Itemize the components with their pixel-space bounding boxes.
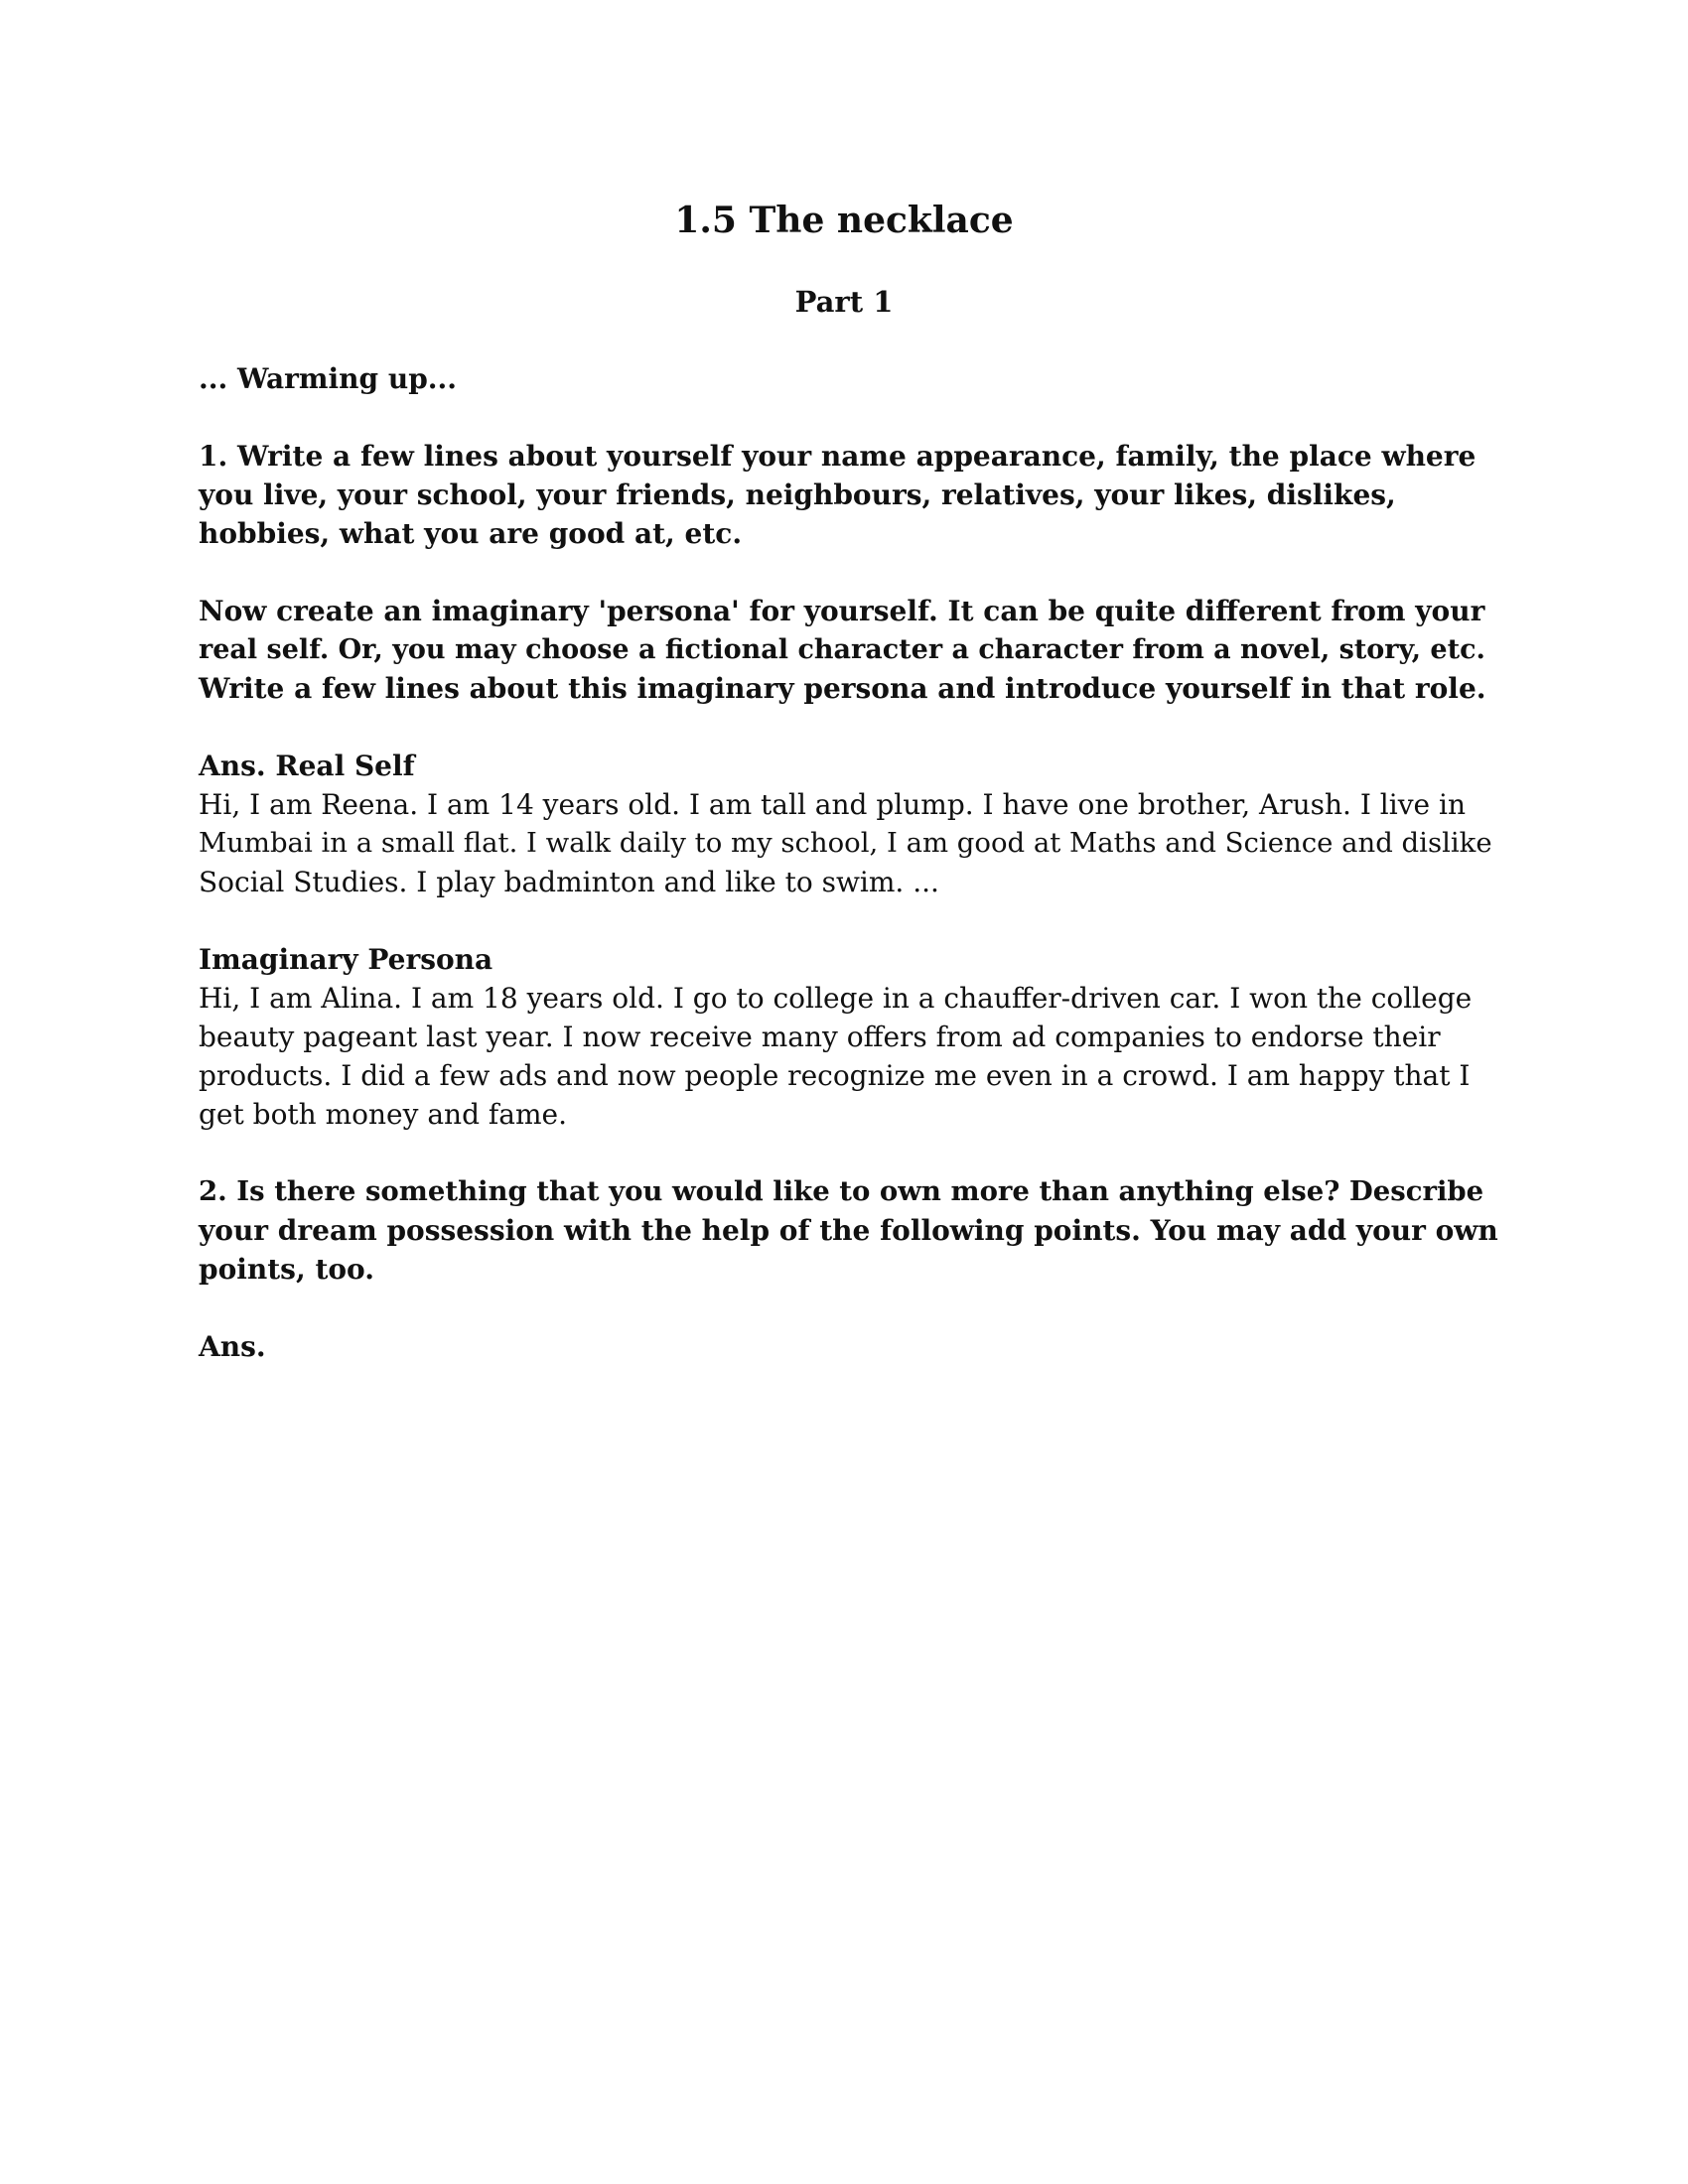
- real-self-line: Hi, I am Reena. I am 14 years old. I am tall and plump. I have one brother, Arush. I live in: [199, 788, 1466, 821]
- question-2-line: points, too.: [199, 1253, 374, 1286]
- real-self-line: Social Studies. I play badminton and like to swim. ...: [199, 866, 939, 898]
- question-2-line: your dream possession with the help of the following points. You may add your own: [199, 1214, 1498, 1247]
- page-title: 1.5 The necklace: [674, 200, 1014, 241]
- question-1: [199, 437, 1499, 553]
- real-self-line: Mumbai in a small flat. I walk daily to my school, I am good at Maths and Science and dislike: [199, 827, 1492, 859]
- question-1-persona: [199, 592, 1499, 708]
- part-heading: Part 1: [794, 285, 894, 319]
- imaginary-persona-line: beauty pageant last year. I now receive many offers from ad companies to endorse their: [199, 1021, 1441, 1053]
- question-1-persona-line: Now create an imaginary 'persona' for yourself. It can be quite different from your: [199, 595, 1485, 627]
- imaginary-persona-heading: Imaginary Persona: [199, 943, 493, 976]
- imaginary-persona-line: products. I did a few ads and now people recognize me even in a crowd. I am happy that I: [199, 1059, 1471, 1092]
- question-1-persona-line: Write a few lines about this imaginary persona and introduce yourself in that role.: [199, 672, 1486, 705]
- imaginary-persona-line: get both money and fame.: [199, 1098, 567, 1131]
- document-body: [199, 359, 1499, 1405]
- question-1-persona-line: real self. Or, you may choose a fictional character a character from a novel, story, etc.: [199, 634, 1485, 665]
- real-self-heading: Ans. Real Self: [199, 750, 415, 782]
- imaginary-persona-line: Hi, I am Alina. I am 18 years old. I go to college in a chauffer-driven car. I won the college: [199, 982, 1473, 1015]
- real-self-answer: [199, 747, 1499, 901]
- question-2-answer-label: Ans.: [199, 1330, 266, 1363]
- question-2: [199, 1172, 1499, 1289]
- question-1-line: you live, your school, your friends, neighbours, relatives, your likes, dislikes,: [199, 478, 1396, 511]
- question-1-line: hobbies, what you are good at, etc.: [199, 517, 743, 550]
- imaginary-persona-answer: [199, 940, 1499, 1134]
- warming-up-heading: ... Warming up...: [199, 362, 458, 395]
- question-1-line: 1. Write a few lines about yourself your name appearance, family, the place where: [199, 440, 1477, 473]
- question-2-line: 2. Is there something that you would like to own more than anything else? Describe: [199, 1175, 1484, 1207]
